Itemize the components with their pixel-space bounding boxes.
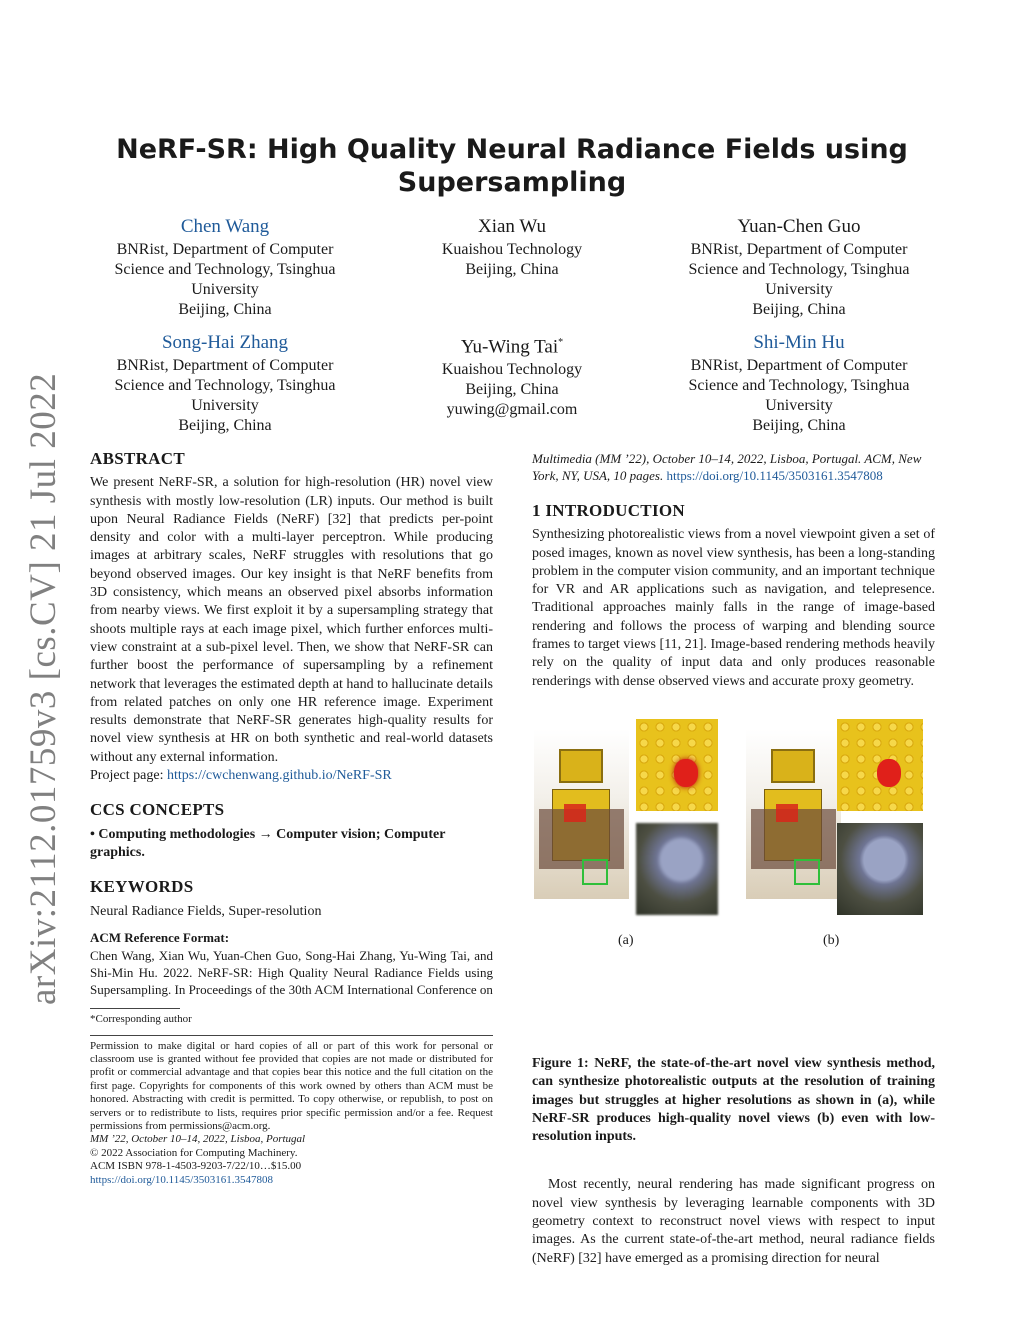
permission-copyright: © 2022 Association for Computing Machinery.	[90, 1146, 298, 1159]
author-affil: Science and Technology, Tsinghua	[114, 377, 336, 394]
acm-ref-continued: Multimedia (MM ’22), October 10–14, 2022, Lisboa, Portugal. ACM, New York, NY, USA, 10 pages. https://doi.org/10.1145/3503161.3547808	[532, 451, 922, 483]
project-page: Project page: https://cwchenwang.github.io/NeRF-SR	[90, 768, 392, 784]
ccs-text: • Computing methodologies → Computer vision; Computer graphics.	[90, 826, 446, 860]
author-name: Yu-Wing Tai*	[460, 336, 564, 358]
author-affil: Kuaishou Technology	[441, 361, 583, 379]
author-card	[377, 214, 647, 320]
author-affil: Science and Technology, Tsinghua	[114, 261, 336, 278]
author-affil: Beijing, China	[178, 417, 272, 434]
author-affil: BNRist, Department of Computer	[690, 357, 908, 374]
author-affil: University	[191, 397, 259, 414]
author-affil: Beijing, China	[465, 381, 559, 399]
footnote: *Corresponding author	[90, 1013, 192, 1026]
author-affil: Beijing, China	[752, 301, 846, 318]
intro-paragraph-2: Most recently, neural rendering has made significant progress on novel view synthesis by leveraging learnable components with 3D geometry context to reconstruct novel views with respect to input images. As the current state-of-the-art method, neural radiance fields (NeRF) [32] have emerged as a promising direction for neural	[532, 1177, 935, 1266]
author-affil: Beijing, China	[465, 261, 559, 278]
permission-text: Permission to make digital or hard copies of all or part of this work for personal or classroom use is granted without fee provided that copies are not made or distributed for profit or commercial advantage and that copies bear this notice and the full citation on the first page. Copyrights for components of this work owned by others than ACM must be honored. Abstracting with credit is permitted. To copy otherwise, or republish, to post on servers or to redistribute to lists, requires prior specific permission and/or a fee. Request permissions from permissions@acm.org.	[90, 1039, 493, 1132]
author-row	[90, 214, 934, 320]
keywords-heading: KEYWORDS	[90, 877, 194, 897]
author-affil: Science and Technology, Tsinghua	[688, 261, 910, 278]
figure-caption: Figure 1: NeRF, the state-of-the-art novel view synthesis method, can synthesize photorealistic outputs at the resolution of training images but struggles at higher resolutions as shown in (a), while NeRF-SR produces high-quality novel views (b) even with low-resolution inputs.	[532, 1055, 935, 1145]
left-column	[90, 450, 493, 1187]
author-card	[377, 330, 647, 436]
figure-label-b: (b)	[823, 932, 840, 948]
red-part-blurry	[674, 759, 698, 787]
figure-label-a: (a)	[618, 932, 634, 948]
author-email: yuwing@gmail.com	[446, 401, 578, 419]
zoom-box	[794, 859, 820, 885]
acm-ref-text: Chen Wang, Xian Wu, Yuan-Chen Guo, Song-Hai Zhang, Yu-Wing Tai, and Shi-Min Hu. 2022. NeRF-SR: High Quality Neural Radiance Fields using Supersampling. In Proceedings of the 30th ACM International Conference on	[90, 948, 493, 998]
permission-doi-link[interactable]: https://doi.org/10.1145/3503161.3547808	[90, 1173, 274, 1186]
author-affil: University	[765, 281, 833, 298]
permission-rule	[90, 1035, 493, 1036]
abstract-heading: ABSTRACT	[90, 449, 185, 468]
acm-ref-heading: ACM Reference Format:	[90, 929, 230, 945]
bulldozer-shovel	[559, 749, 603, 783]
author-affil: Kuaishou Technology	[441, 241, 583, 258]
author-card	[664, 330, 934, 436]
intro-paragraph-1: Synthesizing photorealistic views from a novel viewpoint given a set of posed images, known as novel view synthesis, has been a long-standing problem in the computer vision community, and an important technique for VR and AR applications such as navigation, and telepresence. Traditional approaches mainly falls in the range of image-based rendering and follows the process of warping and blending source frames to target views [11, 21]. Image-based rendering methods heavily rely on the quality of input data and only produces reasonable renderings with dense observed views and accurate proxy geometry.	[532, 527, 935, 689]
author-name: Yuan-Chen Guo	[737, 216, 861, 237]
footnote-rule	[90, 1008, 180, 1009]
author-name-link[interactable]: Song-Hai Zhang	[161, 332, 289, 353]
author-affil: University	[765, 397, 833, 414]
acm-ref-doi-link[interactable]: https://doi.org/10.1145/3503161.3547808	[666, 468, 883, 483]
author-affil: University	[191, 281, 259, 298]
figure-b-crop-top	[837, 719, 923, 811]
red-part-sharp	[877, 759, 901, 787]
intro-heading: 1 INTRODUCTION	[532, 501, 685, 520]
figure-b-scene	[746, 729, 841, 899]
author-affil: Beijing, China	[178, 301, 272, 318]
author-name: Xian Wu	[477, 216, 546, 237]
author-affil: Science and Technology, Tsinghua	[688, 377, 910, 394]
permission-venue: MM ’22, October 10–14, 2022, Lisboa, Portugal	[90, 1133, 306, 1146]
project-link[interactable]: https://cwchenwang.github.io/NeRF-SR	[166, 768, 392, 784]
figure-a-crop-bottom	[636, 823, 718, 915]
author-card	[90, 330, 360, 436]
bulldozer-shovel	[771, 749, 815, 783]
right-column	[532, 450, 935, 1268]
author-name-link[interactable]: Shi-Min Hu	[753, 332, 845, 353]
permission-isbn: ACM ISBN 978-1-4503-9203-7/22/10…$15.00	[90, 1160, 302, 1173]
author-affil: Beijing, China	[752, 417, 846, 434]
author-affil: BNRist, Department of Computer	[690, 241, 908, 258]
bulldozer-red-part	[564, 804, 586, 822]
author-row	[90, 330, 934, 436]
author-affil: BNRist, Department of Computer	[116, 357, 334, 374]
paper-title: NeRF-SR: High Quality Neural Radiance Fields using Supersampling	[116, 134, 908, 198]
figure-1	[532, 719, 935, 1039]
author-card	[664, 214, 934, 320]
bulldozer-red-part	[776, 804, 798, 822]
figure-a-scene	[534, 729, 629, 899]
figure-a-crop-top	[636, 719, 718, 811]
author-affil: BNRist, Department of Computer	[116, 241, 334, 258]
author-name-link[interactable]: Chen Wang	[180, 216, 270, 237]
arxiv-stamp: arXiv:2112.01759v3 [cs.CV] 21 Jul 2022	[23, 372, 64, 1005]
corresponding-mark: *	[558, 337, 564, 348]
ccs-heading: CCS CONCEPTS	[90, 800, 225, 820]
zoom-box	[582, 859, 608, 885]
author-block	[90, 214, 934, 446]
abstract-text: We present NeRF-SR, a solution for high-resolution (HR) novel view synthesis with mostly low-resolution (LR) inputs. Our method is built upon Neural Radiance Fields (NeRF) [32] that predicts per-point density and color with a multi-layer perceptron. While producing images at arbitrary scales, NeRF struggles with resolutions that go beyond observed images. Our key insight is that NeRF benefits from 3D consistency, which means an observed pixel absorbs information from nearby views. We first exploit it by a supersampling strategy that shoots multiple rays at each image pixel, which further enforces multi-view constraint at a sub-pixel level. Then, we show that NeRF-SR can further boost the performance of supersampling by a refinement network that leverages the estimated depth at hand to hallucinate details from related patches on only one HR reference image. Experiment results demonstrate that NeRF-SR generates high-quality results for novel view synthesis at HR on both synthetic and real-world datasets without any external information.	[90, 475, 493, 765]
author-card	[90, 214, 360, 320]
keywords-text: Neural Radiance Fields, Super-resolution	[90, 903, 322, 919]
figure-b-crop-bottom	[837, 823, 923, 915]
